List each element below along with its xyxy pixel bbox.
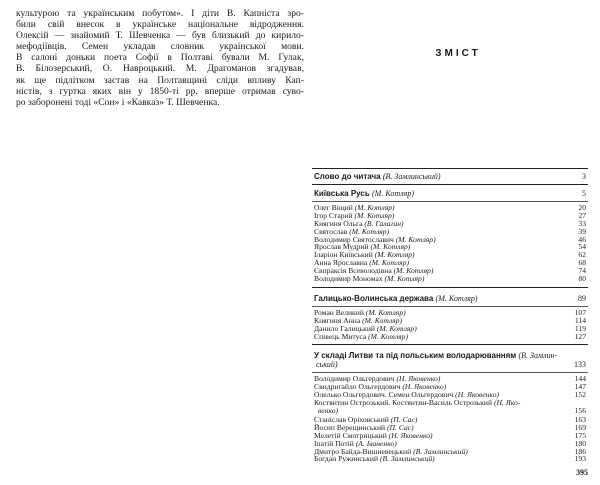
section-author: (М. Котляр) xyxy=(372,189,414,198)
toc-list-lytva xyxy=(314,375,588,399)
toc-entry: Співець Митуса (М. Котляр) 127 xyxy=(314,331,586,341)
preface-author: (В. Замлинський) xyxy=(382,172,441,181)
toc-list-lytva-cont xyxy=(314,416,588,463)
divider xyxy=(312,306,588,307)
section-author: (М. Котляр) xyxy=(435,294,478,303)
toc-entry: Княгиня Ольга (В. Галаган) 33 xyxy=(314,218,586,228)
toc-entry: Олелько Ольгердович. Семен Ольгердович (Н. Яковенко) 152 xyxy=(314,389,586,399)
section-title-kyivska-rus xyxy=(314,189,588,198)
toc-preface xyxy=(314,172,588,181)
section-title-lytva xyxy=(314,351,588,369)
divider xyxy=(312,344,588,345)
section-title-text: У складі Литви та під польським володарюванням xyxy=(314,351,517,360)
section-page: 5 xyxy=(582,189,586,198)
section-title-text: Київська Русь xyxy=(314,189,370,198)
toc-entry: Свидригайло Ольгердович (Н. Яковенко) 147 xyxy=(314,381,586,391)
toc-entry: Роман Великий (М. Котляр) 107 xyxy=(314,308,586,317)
section-title-halytsko-volynska xyxy=(314,294,588,303)
toc-entry: Володимир Ольгердович (Н. Яковенко) 144 xyxy=(314,374,586,383)
paragraph-line: ністів, з гуртка яких він у 1850-ті рр. вперше отримав суво- xyxy=(16,85,304,97)
toc-entry: Ярослав Мудрий (М. Котляр) 54 xyxy=(314,242,586,252)
divider xyxy=(312,184,588,185)
toc-entry: Станіслав Оріховський (П. Сас) 163 xyxy=(314,415,586,424)
preface-title: Слово до читача xyxy=(314,172,381,181)
toc-entry: Євпраксія Всеволодівна (М. Котляр) 74 xyxy=(314,266,586,276)
toc-entry-wrapped: Костянтин Острозький. Костянтин-Василь Острозький (Н. Яко- венко) 156 xyxy=(314,398,586,415)
toc-entry: Олег Віщий (М. Котляр) 20 xyxy=(314,203,586,212)
section-page: 133 xyxy=(574,360,586,369)
left-page-paragraph xyxy=(16,8,304,108)
toc-entry: Княгиня Анна (М. Котляр) 114 xyxy=(314,315,586,325)
paragraph-line: як ще підлітком застав на Полтавщині сліди впливу Кап- xyxy=(16,74,304,86)
toc-entry: Іпатій Потій (А. Іваненко) 180 xyxy=(314,438,586,448)
paragraph-line: били свій внесок в українське національне відродження. xyxy=(16,19,304,31)
divider xyxy=(312,287,588,288)
section-page: 89 xyxy=(578,294,586,303)
divider xyxy=(312,201,588,202)
toc-list-halytsko-volynska xyxy=(314,309,588,341)
toc-entry: Богдан Ружинський (В. Замлинський) 193 xyxy=(314,454,586,464)
toc-entry: Мелетій Смотрицький (Н. Яковенко) 175 xyxy=(314,430,586,440)
toc-entry: Йосип Верещинський (П. Сас) 169 xyxy=(314,422,586,432)
toc-entry: Дмитро Байда-Вишневецький (В. Замлинський) 186 xyxy=(314,446,586,456)
toc-list-kyivska-rus xyxy=(314,204,588,283)
toc-entry: Володимир Мономах (М. Котляр) 80 xyxy=(314,274,586,284)
toc-entry: Анна Ярославна (М. Котляр) 68 xyxy=(314,258,586,268)
paragraph-line: В салоні доньки поета Софії в Полтаві бували М. Гулак, xyxy=(16,52,304,64)
section-title-text: Галицько-Волинська держава xyxy=(314,294,434,303)
toc-entry: Володимир Святославич (М. Котляр) 46 xyxy=(314,234,586,244)
paragraph-line: ро заборонені тоді «Сон» і «Кавказ» Т. Шевченка. xyxy=(16,96,220,108)
toc-heading: ЗМІСТ xyxy=(435,48,481,59)
toc-entry: Ігор Старий (М. Котляр) 27 xyxy=(314,210,586,220)
divider xyxy=(312,372,588,373)
paragraph-line: культурою та українським побутом». І діти В. Капніста зро- xyxy=(16,8,304,19)
section-author: ський) xyxy=(316,360,338,369)
paragraph-line: мефодіївців. Семен укладав словник української мови. xyxy=(16,41,304,53)
page-number: 395 xyxy=(576,468,588,477)
paragraph-line: В. Білозерський, О. Навроцький. М. Драгоманов згадував, xyxy=(16,63,304,75)
toc-entry: Святослав (М. Котляр) 39 xyxy=(314,226,586,236)
toc-entry: Іларіон Київський (М. Котляр) 62 xyxy=(314,250,586,260)
divider xyxy=(312,168,588,169)
preface-page: 3 xyxy=(582,172,586,181)
paragraph-line: Олексій — знайомий Т. Шевченка — був близький до кирило- xyxy=(16,30,304,42)
toc-entry: Данило Галицький (М. Котляр) 119 xyxy=(314,323,586,333)
section-author: (В. Замлин- xyxy=(518,351,558,360)
